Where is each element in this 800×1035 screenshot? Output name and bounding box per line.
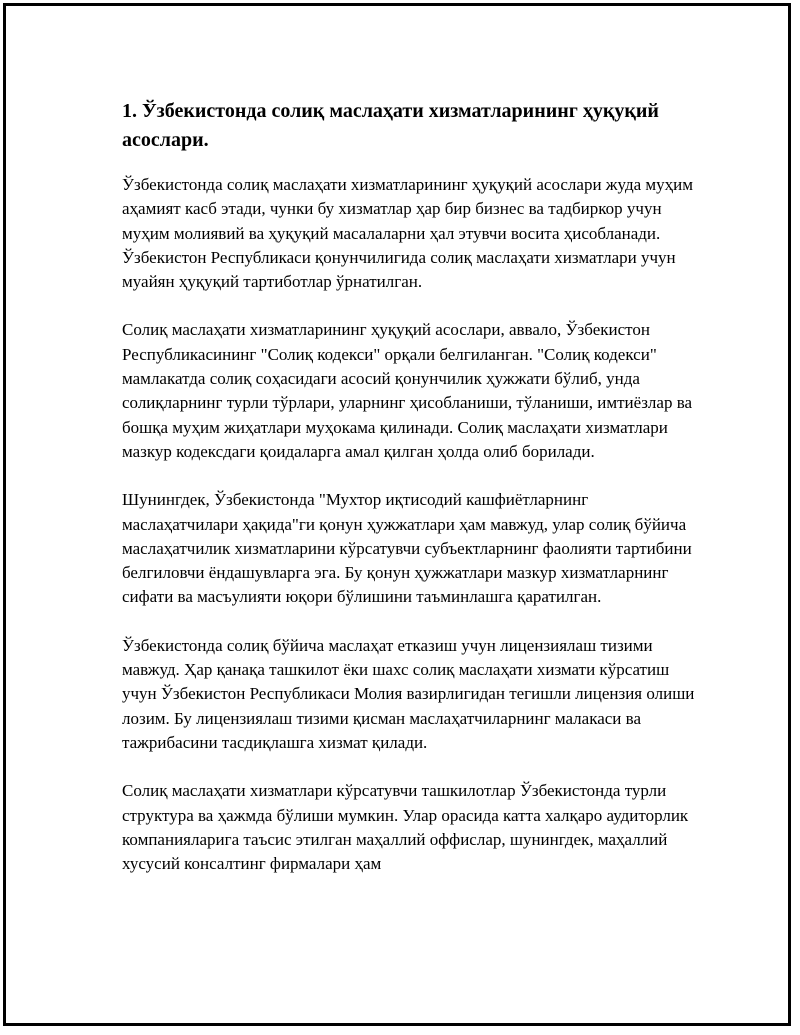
document-body	[122, 97, 702, 900]
document-page	[3, 3, 791, 1026]
paragraph-1: Ўзбекистонда солиқ маслаҳати хизматларининг ҳуқуқий асослари жуда муҳим аҳамият касб этади, чунки бу хизматлар ҳар бир бизнес ва тадбиркор учун муҳим молиявий ва ҳуқуқий масалаларни ҳал этувчи восита ҳисобланади. Ўзбекистон Республикаси қонунчилигида солиқ маслаҳати хизматлари учун муайян ҳуқуқий тартиботлар ўрнатилган.	[122, 175, 694, 292]
paragraph-3: Шунингдек, Ўзбекистонда "Мухтор иқтисодий кашфиётларнинг маслаҳатчилари ҳақида"ги қонун ҳужжатлари ҳам мавжуд, улар солиқ бўйича маслаҳатчилик хизматларини кўрсатувчи субъектларнинг фаолияти тартибини белгиловчи ёндашувларга эга. Бу қонун ҳужжатлари мазкур хизматларнинг сифати ва масъулияти юқори бўлишини таъминлашга қаратилган.	[122, 490, 692, 607]
paragraph-2: Солиқ маслаҳати хизматларининг ҳуқуқий асослари, аввало, Ўзбекистон Республикасининг "Солиқ кодекси" орқали белгиланган. "Солиқ кодекси" мамлакатда солиқ соҳасидаги асосий қонунчилик ҳужжати бўлиб, унда солиқларнинг турли тўрлари, уларнинг ҳисобланиши, тўланиши, имтиёзлар ва бошқа муҳим жиҳатлари муҳокама қилинади. Солиқ маслаҳати хизматлари мазкур кодексдаги қоидаларга амал қилган ҳолда олиб борилади.	[122, 320, 693, 461]
paragraph-5: Солиқ маслаҳати хизматлари кўрсатувчи ташкилотлар Ўзбекистонда турли структура ва ҳажмда бўлиши мумкин. Улар орасида катта халқаро аудиторлик компанияларига таъсис этилган маҳаллий оффислар, шунингдек, маҳаллий хусусий консалтинг фирмалари ҳам	[122, 781, 689, 874]
paragraph-4: Ўзбекистонда солиқ бўйича маслаҳат етказиш учун лицензиялаш тизими мавжуд. Ҳар қанақа ташкилот ёки шахс солиқ маслаҳати хизмати кўрсатиш учун Ўзбекистон Республикаси Молия вазирлигидан тегишли лицензия олиши лозим. Бу лицензиялаш тизими қисман маслаҳатчиларнинг малакаси ва тажрибасини тасдиқлашга хизмат қилади.	[122, 635, 695, 752]
section-heading: 1. Ўзбекистонда солиқ маслаҳати хизматларининг ҳуқуқий асослари.	[122, 100, 659, 151]
